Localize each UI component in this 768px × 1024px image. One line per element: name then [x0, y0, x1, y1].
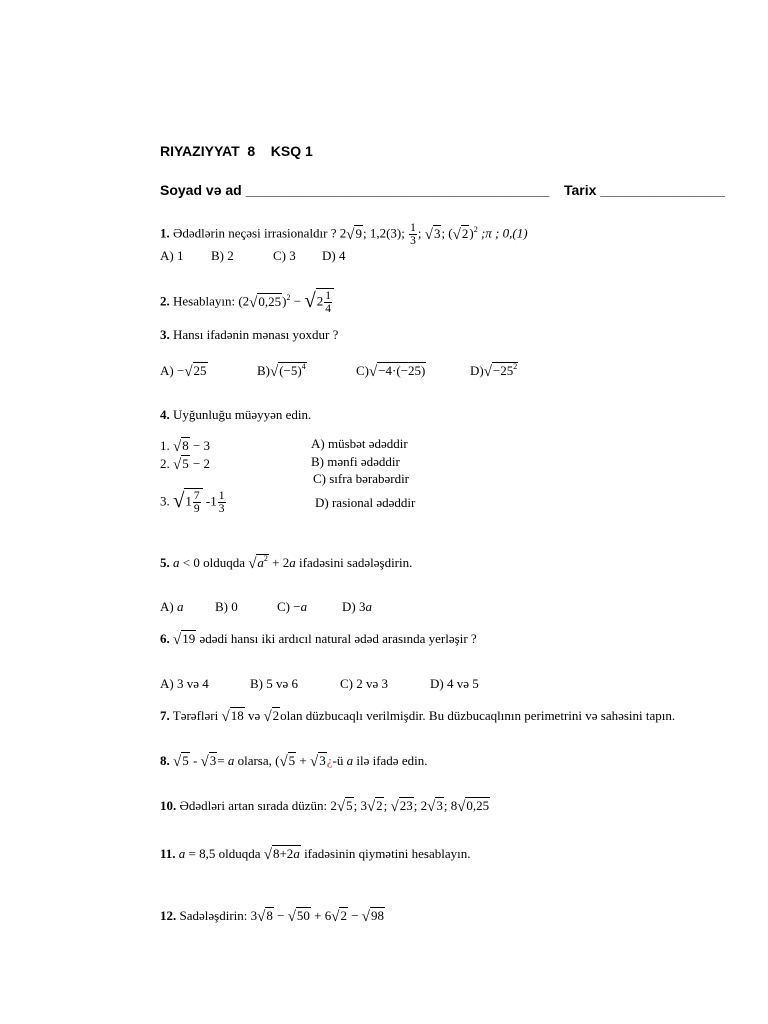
radicand-value: (−5) [279, 363, 302, 378]
radical-sign: √ [369, 364, 378, 380]
radical-sign: √ [457, 799, 466, 815]
q4-option-b[interactable]: B) mənfi ədəddir [311, 454, 400, 469]
variable: a [300, 599, 308, 614]
radicand [256, 554, 269, 569]
question-number: 8. [160, 753, 170, 768]
radicand [492, 362, 518, 377]
item-text: − 2 [189, 456, 211, 471]
option-label: D) [470, 363, 484, 378]
question-12 [160, 907, 385, 924]
fraction [218, 490, 226, 515]
q5-option-d[interactable] [342, 600, 372, 613]
radical-sign: √ [336, 799, 346, 815]
radicand: 0,25 [258, 293, 282, 309]
radicand [184, 488, 202, 515]
variable: a [227, 753, 235, 768]
q1-option-c[interactable]: C) 3 [273, 248, 296, 263]
q3-option-a[interactable] [160, 362, 208, 379]
question-text: ) [469, 225, 474, 241]
question-text: ;π ; 0,(1) [477, 225, 528, 241]
question-text: ifadəsini sadələşdirin. [295, 555, 413, 570]
radical-sign: √ [427, 799, 436, 815]
radicand: 3 [319, 753, 326, 768]
radical-sign: √ [257, 909, 266, 925]
question-text: Hansı ifadənin mənası yoxdur ? [173, 327, 339, 342]
name-label: Soyad və ad [160, 182, 242, 198]
radical-sign: √ [263, 847, 272, 863]
radicand: 5 [182, 753, 189, 768]
radicand [278, 362, 307, 377]
question-text: = [217, 753, 228, 768]
fraction-denominator: 3 [410, 235, 416, 248]
radical-sign: √ [331, 909, 340, 925]
question-number: 2. [160, 293, 170, 309]
option-label: D) 3 [342, 599, 366, 614]
question-text: olarsa, ( [234, 753, 280, 768]
question-text: Ədədlərin neçəsi irrasionaldır ? 2 [173, 225, 347, 241]
item-text: -1 [202, 493, 217, 509]
variable: a [289, 555, 296, 570]
question-text: ; ( [441, 225, 453, 241]
radicand: 8 [182, 438, 189, 453]
radicand: 3 [436, 798, 443, 813]
radicand [316, 288, 334, 315]
question-text: = 8,5 olduqda [185, 846, 261, 861]
radical-sign: √ [184, 364, 193, 380]
question-text: − [273, 908, 285, 923]
question-text: + [296, 753, 307, 768]
radicand [272, 845, 301, 860]
question-4 [160, 408, 311, 421]
q1-option-b[interactable]: B) 2 [211, 248, 234, 263]
question-7 [160, 707, 675, 724]
radicand: 2 [340, 908, 347, 923]
question-number: 5. [160, 555, 170, 570]
radicand: 25 [193, 363, 207, 378]
question-text: ; 1,2(3); [362, 225, 405, 241]
variable: a [365, 599, 372, 614]
radical-sign: √ [221, 709, 230, 725]
question-text: Hesablayın: (2 [173, 293, 250, 309]
question-number: 11. [160, 846, 176, 861]
radical-sign: √ [249, 294, 258, 311]
q6-option-c[interactable]: C) 2 və 3 [340, 676, 389, 691]
question-text: Sadələşdirin: 3 [179, 908, 258, 923]
item-text: − 3 [189, 438, 211, 453]
radical-sign: √ [424, 226, 433, 243]
radicand: 2 [376, 798, 383, 813]
radicand: 8 [266, 908, 273, 923]
question-text: − [347, 908, 359, 923]
item-label: 1. [160, 438, 170, 453]
question-number: 6. [160, 631, 170, 646]
radicand: 2 [272, 708, 280, 723]
question-8 [160, 752, 427, 769]
fraction-denominator: 3 [218, 503, 225, 516]
radicand: 3 [209, 753, 217, 768]
question-number: 12. [160, 908, 177, 923]
option-label: B) 0 [215, 599, 238, 614]
fraction [409, 222, 417, 247]
radical-sign: √ [173, 754, 182, 770]
radical-sign: √ [279, 754, 288, 770]
question-number: 10. [160, 798, 177, 813]
name-blank[interactable]: _______________________________________ [245, 182, 550, 198]
question-text: + 6 [310, 908, 332, 923]
variable: a [346, 753, 354, 768]
question-text: Uyğunluğu müəyyən edin. [173, 407, 312, 422]
q1-option-a[interactable]: A) 1 [160, 248, 184, 263]
q4-option-d[interactable]: D) rasional ədəddir [315, 495, 416, 510]
radical-sign: √ [200, 754, 209, 770]
q5-option-c[interactable] [277, 600, 307, 613]
question-text: ifadəsinin qiymətini hesablayın. [300, 846, 471, 861]
q6-option-a[interactable]: A) 3 və 4 [160, 676, 209, 691]
radicand: 9 [355, 225, 362, 241]
option-label: C) − [277, 599, 301, 614]
question-number: 3. [160, 327, 170, 342]
question-text: -ü [332, 753, 347, 768]
question-number: 4. [160, 407, 170, 422]
radical-sign: √ [263, 709, 272, 725]
radical-sign: √ [270, 364, 279, 380]
name-field-row [160, 183, 549, 197]
variable: a [257, 555, 264, 570]
question-text: − [290, 293, 302, 309]
question-text: ; 3 [353, 798, 367, 813]
broken-character: ¿ [326, 753, 333, 768]
radical-sign: √ [287, 909, 296, 925]
q3-option-c[interactable] [356, 362, 426, 379]
question-text: Ədədləri artan sırada düzün: 2 [179, 798, 337, 813]
fraction-denominator: 4 [325, 303, 331, 316]
mixed-whole: 2 [316, 293, 324, 309]
question-text: ; [417, 225, 422, 241]
radicand-value: −25 [492, 363, 514, 378]
fraction-numerator: 7 [193, 490, 200, 502]
option-label: A) [160, 599, 174, 614]
radical-sign: √ [304, 288, 316, 312]
radical-sign: √ [310, 754, 319, 770]
exponent: 2 [286, 292, 291, 302]
option-label: C) [356, 363, 369, 378]
radical-sign: √ [173, 439, 182, 455]
question-3 [160, 328, 338, 341]
variable: a [178, 846, 186, 861]
option-label: A) − [160, 363, 185, 378]
q1-option-d[interactable]: D) 4 [322, 248, 346, 263]
question-5 [160, 554, 412, 571]
radical-sign: √ [366, 799, 376, 815]
question-1 [160, 222, 528, 247]
exponent: 4 [301, 362, 306, 371]
question-text: ; 2 [413, 798, 428, 813]
radical-sign: √ [390, 799, 399, 815]
question-text: ədədi hansı iki ardıcıl natural ədəd arasında yerləşir ? [196, 631, 477, 646]
radical-sign: √ [483, 364, 492, 380]
page-title: RIYAZIYYAT 8 KSQ 1 [160, 143, 313, 159]
question-text: - [189, 753, 198, 768]
radicand: 18 [230, 708, 244, 723]
radicand: 50 [296, 908, 310, 923]
question-text: < 0 olduqda [179, 555, 245, 570]
radicand: 2 [461, 225, 469, 241]
radical-sign: √ [361, 909, 370, 925]
question-text: + 2 [268, 555, 290, 570]
date-blank[interactable]: ________________ [600, 182, 725, 198]
date-label: Tarix [564, 182, 597, 198]
fraction-numerator: 1 [218, 490, 225, 502]
item-label: 2. [160, 456, 170, 471]
radical-sign: √ [452, 226, 461, 243]
item-label: 3. [160, 493, 170, 509]
q3-option-d[interactable] [470, 362, 518, 379]
question-text: olan düzbucaqlı verilmişdir. Bu düzbucaqlının perimetrini və sahəsini tapın. [280, 708, 676, 723]
variable: a [173, 555, 180, 570]
q3-option-b[interactable] [257, 362, 307, 379]
q4-item-3 [160, 488, 227, 515]
radicand-value: 8+2 [272, 846, 294, 861]
mixed-whole: 1 [185, 493, 192, 509]
radical-sign: √ [248, 556, 257, 572]
radicand: 5 [288, 753, 296, 768]
radicand: 5 [346, 798, 353, 813]
q4-item-1 [160, 437, 210, 454]
fraction [324, 290, 332, 315]
exponent: 2 [513, 362, 518, 371]
question-number: 1. [160, 225, 170, 241]
radicand: 3 [433, 225, 441, 241]
question-text: ilə ifadə edin. [353, 753, 428, 768]
radical-sign: √ [173, 457, 182, 473]
question-text: ) [282, 293, 287, 309]
date-field-row [564, 183, 725, 197]
radicand: 0,25 [466, 798, 490, 813]
option-label: B) [257, 363, 270, 378]
question-6 [160, 630, 477, 647]
question-10 [160, 797, 490, 814]
radicand: −4·(−25) [378, 363, 426, 378]
radicand: 23 [399, 798, 413, 813]
q6-option-b[interactable]: B) 5 və 6 [250, 676, 299, 691]
radical-sign: √ [173, 488, 185, 512]
question-11 [160, 845, 471, 862]
fraction-numerator: 1 [325, 290, 331, 302]
question-text: ; 8 [443, 798, 458, 813]
radical-sign: √ [346, 226, 355, 243]
question-2 [160, 288, 334, 315]
question-text: Tərəfləri [172, 708, 219, 723]
radicand: 5 [182, 456, 189, 471]
fraction [193, 490, 201, 515]
exponent: 2 [473, 224, 478, 234]
variable: a [293, 846, 300, 861]
exponent: 2 [263, 554, 268, 563]
radical-sign: √ [173, 632, 182, 648]
q4-option-a[interactable]: A) müsbət ədəddir [311, 436, 408, 451]
q4-item-2 [160, 455, 210, 472]
q5-option-a[interactable] [160, 600, 183, 613]
radicand: 19 [182, 631, 196, 646]
q5-option-b[interactable] [215, 600, 238, 613]
fraction-denominator: 9 [193, 503, 200, 516]
radicand: 98 [370, 908, 384, 923]
q6-option-d[interactable]: D) 4 və 5 [430, 676, 479, 691]
q4-option-c[interactable]: C) sıfra bərabərdir [313, 471, 410, 486]
question-text: ; [383, 798, 388, 813]
question-number: 7. [160, 708, 170, 723]
variable: a [176, 599, 184, 614]
question-text: və [244, 708, 261, 723]
fraction-numerator: 1 [410, 222, 416, 234]
